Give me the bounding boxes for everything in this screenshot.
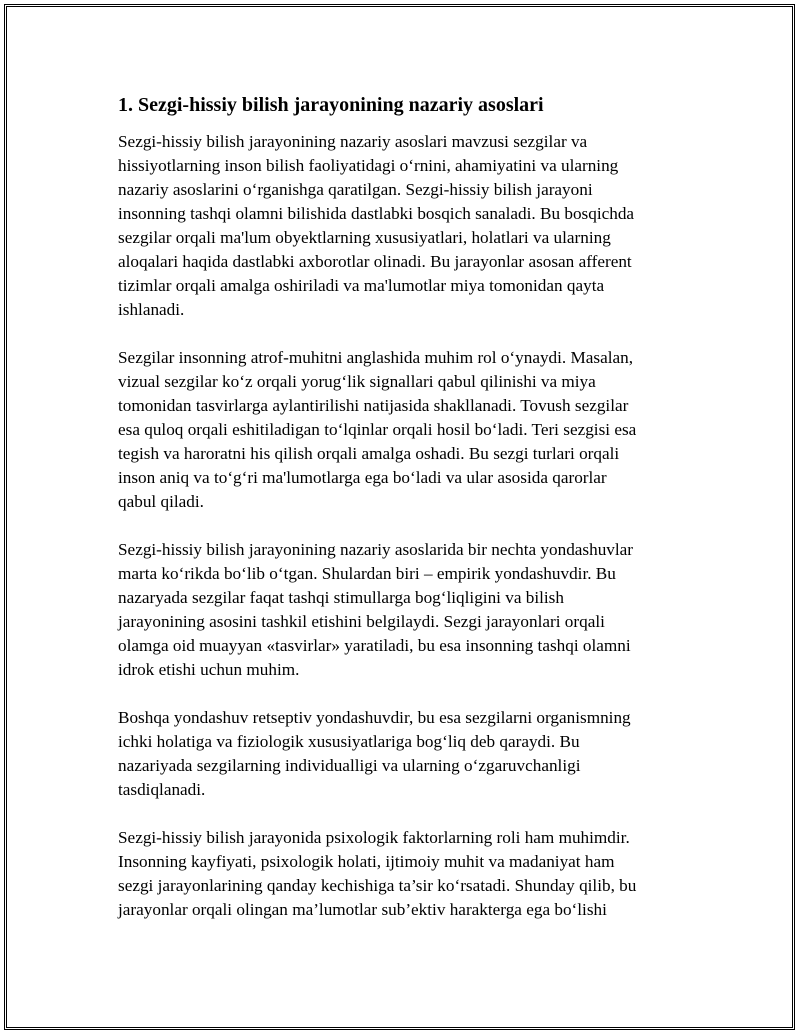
text-line: olamga oid muayyan «tasvirlar» yaratiladi, bu esa insonning tashqi olamni bbox=[118, 636, 631, 655]
paragraph-3 bbox=[118, 538, 678, 682]
text-line: sezgilar orqali ma'lum obyektlarning xususiyatlari, holatlari va ularning bbox=[118, 228, 611, 247]
text-line: esa quloq orqali eshitiladigan to‘lqinlar orqali hosil bo‘ladi. Teri sezgisi esa bbox=[118, 420, 637, 439]
text-line: vizual sezgilar ko‘z orqali yorug‘lik signallari qabul qilinishi va miya bbox=[118, 372, 596, 391]
paragraph-4 bbox=[118, 706, 678, 802]
document-body bbox=[118, 92, 678, 946]
text-line: jarayonining asosini tashkil etishini belgilaydi. Sezgi jarayonlari orqali bbox=[118, 612, 605, 631]
text-line: idrok etishi uchun muhim. bbox=[118, 660, 300, 679]
text-line: insonning tashqi olamni bilishida dastlabki bosqich sanaladi. Bu bosqichda bbox=[118, 204, 635, 223]
paragraph-2 bbox=[118, 346, 678, 514]
text-line: Insonning kayfiyati, psixologik holati, ijtimoiy muhit va madaniyat ham bbox=[118, 852, 615, 871]
section-heading: 1. Sezgi-hissiy bilish jarayonining nazariy asoslari bbox=[118, 94, 544, 116]
text-line: nazariyada sezgilarning individualligi va ularning o‘zgaruvchanligi bbox=[118, 756, 581, 775]
text-line: hissiyotlarning inson bilish faoliyatidagi o‘rnini, ahamiyatini va ularning bbox=[118, 156, 619, 175]
text-line: Sezgilar insonning atrof-muhitni anglashida muhim rol o‘ynaydi. Masalan, bbox=[118, 348, 634, 367]
paragraph-5 bbox=[118, 826, 678, 922]
text-line: Boshqa yondashuv retseptiv yondashuvdir, bu esa sezgilarni organismning bbox=[118, 708, 631, 727]
text-line: tomonidan tasvirlarga aylantirilishi natijasida shakllanadi. Tovush sezgilar bbox=[118, 396, 629, 415]
text-line: sezgi jarayonlarining qanday kechishiga ta’sir ko‘rsatadi. Shunday qilib, bu bbox=[118, 876, 637, 895]
text-line: nazaryada sezgilar faqat tashqi stimullarga bog‘liqligini va bilish bbox=[118, 588, 564, 607]
text-line: marta ko‘rikda bo‘lib o‘tgan. Shulardan biri – empirik yondashuvdir. Bu bbox=[118, 564, 616, 583]
text-line: aloqalari haqida dastlabki axborotlar olinadi. Bu jarayonlar asosan afferent bbox=[118, 252, 632, 271]
text-line: tasdiqlanadi. bbox=[118, 780, 206, 799]
text-line: nazariy asoslarini o‘rganishga qaratilgan. Sezgi-hissiy bilish jarayoni bbox=[118, 180, 593, 199]
text-line: Sezgi-hissiy bilish jarayonining nazariy asoslari mavzusi sezgilar va bbox=[118, 132, 588, 151]
text-line: Sezgi-hissiy bilish jarayonida psixologik faktorlarning roli ham muhimdir. bbox=[118, 828, 630, 847]
text-line: ishlanadi. bbox=[118, 300, 185, 319]
text-line: tegish va haroratni his qilish orqali amalga oshadi. Bu sezgi turlari orqali bbox=[118, 444, 620, 463]
text-line: tizimlar orqali amalga oshiriladi va ma'lumotlar miya tomonidan qayta bbox=[118, 276, 605, 295]
paragraph-1 bbox=[118, 130, 678, 322]
text-line: qabul qiladi. bbox=[118, 492, 204, 511]
text-line: jarayonlar orqali olingan ma’lumotlar sub’ektiv harakterga ega bo‘lishi bbox=[118, 900, 607, 919]
text-line: Sezgi-hissiy bilish jarayonining nazariy asoslarida bir nechta yondashuvlar bbox=[118, 540, 634, 559]
text-line: inson aniq va to‘g‘ri ma'lumotlarga ega bo‘ladi va ular asosida qarorlar bbox=[118, 468, 607, 487]
text-line: ichki holatiga va fiziologik xususiyatlariga bog‘liq deb qaraydi. Bu bbox=[118, 732, 580, 751]
